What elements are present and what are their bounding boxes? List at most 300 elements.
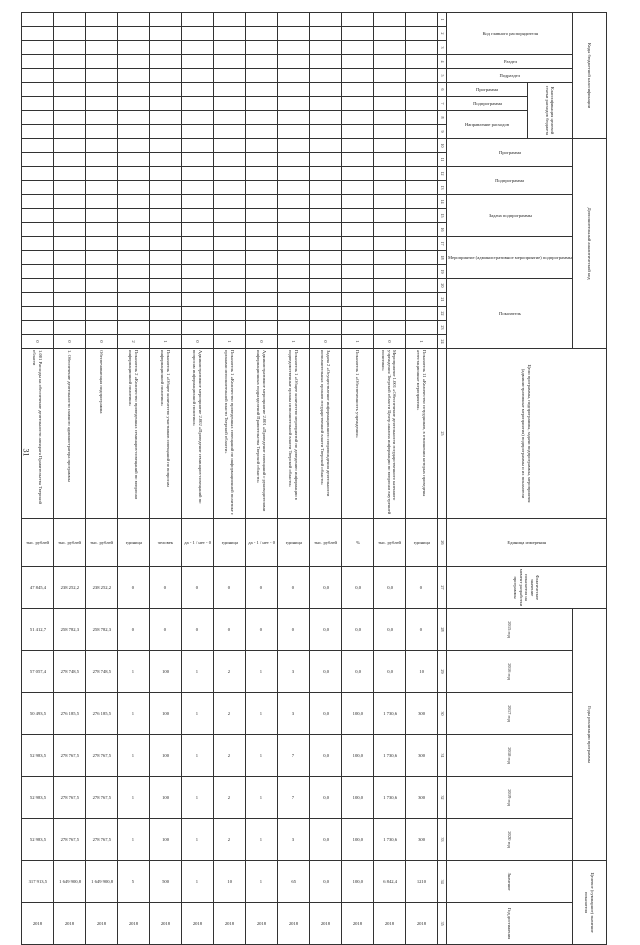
- code-cell: [373, 139, 405, 153]
- code-cell: [213, 167, 245, 181]
- value-cell-y2015: 0,0: [341, 609, 373, 651]
- code-cell: [373, 69, 405, 83]
- code-cell: [405, 293, 437, 307]
- code-cell: [21, 209, 53, 223]
- header-section: Раздел: [446, 55, 572, 69]
- row-name: Показатель 1 «Общее количество мероприятий по доведению информации в подведомственные органы исполнительной власти Тверской области»: [277, 349, 309, 519]
- code-cell: [341, 153, 373, 167]
- code-cell: [277, 55, 309, 69]
- code-cell: [277, 27, 309, 41]
- code-cell: [373, 97, 405, 111]
- code-cell: [373, 167, 405, 181]
- code-cell: [213, 153, 245, 167]
- code-cell: [373, 13, 405, 27]
- column-index: 24: [437, 335, 446, 349]
- value-cell-y2015: 258 782,3: [53, 609, 85, 651]
- code-cell: [245, 195, 277, 209]
- code-cell: [85, 251, 117, 265]
- code-cell: [341, 41, 373, 55]
- value-cell-fact: 0: [405, 567, 437, 609]
- code-cell: 0: [181, 335, 213, 349]
- code-cell: [341, 265, 373, 279]
- code-cell: [341, 307, 373, 321]
- code-cell: [213, 251, 245, 265]
- code-cell: [277, 97, 309, 111]
- code-cell: [309, 27, 341, 41]
- code-cell: [341, 83, 373, 97]
- code-cell: [117, 293, 149, 307]
- header-unit: Единица измерения: [446, 519, 606, 567]
- code-cell: [21, 237, 53, 251]
- code-cell: [117, 181, 149, 195]
- row-unit: человек: [149, 519, 181, 567]
- code-cell: [405, 209, 437, 223]
- value-cell-y2015: 0,0: [373, 609, 405, 651]
- code-cell: [245, 293, 277, 307]
- column-index: 22: [437, 307, 446, 321]
- code-cell: 0: [245, 335, 277, 349]
- value-cell-fact: 0: [245, 567, 277, 609]
- code-cell: [213, 83, 245, 97]
- code-cell: [309, 55, 341, 69]
- code-cell: [341, 279, 373, 293]
- header-y2019: 2019 год: [446, 777, 572, 819]
- code-cell: [405, 321, 437, 335]
- code-cell: [245, 181, 277, 195]
- value-cell-y2017: 300: [405, 693, 437, 735]
- code-cell: [213, 69, 245, 83]
- code-cell: [149, 279, 181, 293]
- code-cell: [213, 209, 245, 223]
- row-unit: единица: [213, 519, 245, 567]
- column-index: 7: [437, 97, 446, 111]
- code-cell: [245, 167, 277, 181]
- value-cell-fact: 238 252,2: [53, 567, 85, 609]
- code-cell: [245, 307, 277, 321]
- code-cell: [21, 195, 53, 209]
- code-cell: [181, 167, 213, 181]
- value-cell-y2020: 278 767,5: [85, 819, 117, 861]
- code-cell: [245, 55, 277, 69]
- value-cell-target-year: 2018: [309, 903, 341, 945]
- code-cell: [117, 13, 149, 27]
- column-index: 8: [437, 111, 446, 125]
- code-cell: [117, 195, 149, 209]
- code-cell: [405, 195, 437, 209]
- row-name: Показатель 1 «Общее количество участников совещаний по вопросам информационной политики»: [149, 349, 181, 519]
- value-cell-y2020: 1: [117, 819, 149, 861]
- row-name: Показатель 1 «Количество проведенных совещаний по информационной политике с органами исполнительной власти Тверской области»: [213, 349, 245, 519]
- code-cell: [149, 97, 181, 111]
- code-cell: [277, 195, 309, 209]
- code-cell: [405, 279, 437, 293]
- value-cell-y2016: 278 748,5: [53, 651, 85, 693]
- code-cell: [405, 41, 437, 55]
- code-cell: [85, 13, 117, 27]
- code-cell: [245, 69, 277, 83]
- column-index: 30: [437, 693, 446, 735]
- row-name: Административное мероприятие 2.001 «Проведение совещаний с руководителями информационных подразделений Правительства Тверской области»: [245, 349, 277, 519]
- value-cell-target-value: 317 913,5: [21, 861, 53, 903]
- code-cell: [85, 55, 117, 69]
- value-cell-target-year: 2018: [373, 903, 405, 945]
- code-cell: [213, 293, 245, 307]
- code-cell: [373, 181, 405, 195]
- code-cell: [117, 111, 149, 125]
- code-cell: [85, 69, 117, 83]
- value-cell-target-year: 2018: [213, 903, 245, 945]
- code-cell: [341, 97, 373, 111]
- value-cell-target-value: 1: [181, 861, 213, 903]
- code-cell: [245, 209, 277, 223]
- code-cell: [149, 55, 181, 69]
- code-cell: [117, 83, 149, 97]
- code-cell: [213, 125, 245, 139]
- code-cell: [117, 279, 149, 293]
- code-cell: [277, 265, 309, 279]
- code-cell: [213, 139, 245, 153]
- column-index-row: [437, 13, 446, 945]
- value-cell-fact: 0: [277, 567, 309, 609]
- code-cell: [149, 83, 181, 97]
- header-y2020: 2020 год: [446, 819, 572, 861]
- value-cell-target-year: 2018: [245, 903, 277, 945]
- code-cell: [309, 279, 341, 293]
- code-cell: [117, 69, 149, 83]
- code-cell: [149, 195, 181, 209]
- code-cell: [21, 181, 53, 195]
- code-cell: [213, 195, 245, 209]
- value-cell-y2019: 1 730,6: [373, 777, 405, 819]
- code-cell: [341, 125, 373, 139]
- code-cell: [149, 321, 181, 335]
- header-target-article: Классификация целевой статьи расходов бюджета: [527, 83, 572, 139]
- column-index: 4: [437, 55, 446, 69]
- value-cell-y2018: 300: [405, 735, 437, 777]
- value-cell-y2018: 100,0: [341, 735, 373, 777]
- code-cell: [21, 111, 53, 125]
- row-name: 1.001 Расходы на обеспечение деятельности аппарата Правительства Тверской области: [21, 349, 53, 519]
- column-index: 18: [437, 251, 446, 265]
- column-index: 3: [437, 41, 446, 55]
- code-cell: [373, 251, 405, 265]
- code-cell: [213, 279, 245, 293]
- code-cell: [181, 69, 213, 83]
- code-cell: [309, 69, 341, 83]
- code-cell: [373, 293, 405, 307]
- code-cell: [117, 167, 149, 181]
- row-unit: тыс. рублей: [53, 519, 85, 567]
- code-cell: [53, 69, 85, 83]
- value-cell-fact: 0,0: [341, 567, 373, 609]
- code-cell: [21, 279, 53, 293]
- value-cell-target-year: 2018: [181, 903, 213, 945]
- code-cell: [53, 293, 85, 307]
- code-cell: [21, 27, 53, 41]
- code-cell: [181, 27, 213, 41]
- value-cell-y2016: 1: [181, 651, 213, 693]
- code-cell: [341, 223, 373, 237]
- value-cell-y2019: 278 767,5: [53, 777, 85, 819]
- code-cell: [405, 83, 437, 97]
- code-cell: [245, 265, 277, 279]
- value-cell-y2017: 1 730,6: [373, 693, 405, 735]
- code-cell: 1: [341, 335, 373, 349]
- value-cell-y2016: 1: [245, 651, 277, 693]
- code-cell: [309, 13, 341, 27]
- value-cell-y2017: 2: [213, 693, 245, 735]
- code-cell: [277, 321, 309, 335]
- code-cell: [149, 237, 181, 251]
- code-cell: [21, 223, 53, 237]
- column-index: 1: [437, 13, 446, 27]
- code-cell: [405, 125, 437, 139]
- code-cell: [277, 181, 309, 195]
- code-cell: [277, 153, 309, 167]
- code-cell: [373, 279, 405, 293]
- value-cell-y2016: 3: [277, 651, 309, 693]
- header-direction: Направление расходов: [446, 111, 527, 139]
- code-cell: [213, 181, 245, 195]
- code-cell: [21, 13, 53, 27]
- value-cell-y2019: 100: [149, 777, 181, 819]
- code-cell: [117, 251, 149, 265]
- code-cell: [373, 55, 405, 69]
- code-cell: [213, 265, 245, 279]
- column-index: 12: [437, 167, 446, 181]
- code-cell: [21, 97, 53, 111]
- value-cell-y2019: 278 767,5: [85, 777, 117, 819]
- code-cell: [341, 195, 373, 209]
- code-cell: [405, 307, 437, 321]
- code-cell: [245, 111, 277, 125]
- code-cell: [117, 209, 149, 223]
- code-cell: [85, 139, 117, 153]
- column-index: 17: [437, 237, 446, 251]
- value-cell-y2020: 1: [181, 819, 213, 861]
- code-cell: [85, 125, 117, 139]
- code-cell: [213, 307, 245, 321]
- code-cell: [373, 111, 405, 125]
- rotated-document: [26, 12, 607, 940]
- code-cell: [149, 41, 181, 55]
- value-cell-target-year: 2018: [341, 903, 373, 945]
- code-cell: [405, 55, 437, 69]
- code-cell: [53, 139, 85, 153]
- value-cell-y2015: 51 412,7: [21, 609, 53, 651]
- code-cell: [405, 27, 437, 41]
- value-cell-y2020: 2: [213, 819, 245, 861]
- code-cell: [21, 69, 53, 83]
- column-index: 11: [437, 153, 446, 167]
- row-unit: тыс. рублей: [373, 519, 405, 567]
- code-cell: [53, 13, 85, 27]
- value-cell-y2020: 0,0: [309, 819, 341, 861]
- code-cell: [405, 13, 437, 27]
- value-cell-y2020: 52 983,5: [21, 819, 53, 861]
- row-unit: единица: [277, 519, 309, 567]
- code-cell: [309, 139, 341, 153]
- column-index: 15: [437, 209, 446, 223]
- code-cell: [405, 69, 437, 83]
- code-cell: [53, 251, 85, 265]
- value-cell-target-value: 1 649 900,8: [53, 861, 85, 903]
- column-index: 5: [437, 69, 446, 83]
- header-program-code: Дополнительный аналитический код: [573, 139, 607, 349]
- value-cell-y2018: 1 730,6: [373, 735, 405, 777]
- column-index: 35: [437, 903, 446, 945]
- code-cell: [277, 13, 309, 27]
- column-index: 25: [437, 349, 446, 519]
- header-part2: Подпрограмма: [446, 167, 572, 195]
- header-target: Целевое (суммарное) значение показателя: [573, 861, 607, 945]
- code-cell: [53, 111, 85, 125]
- code-cell: [85, 293, 117, 307]
- code-cell: [373, 321, 405, 335]
- code-cell: [117, 321, 149, 335]
- code-cell: 0: [309, 335, 341, 349]
- header-y2018: 2018 год: [446, 735, 572, 777]
- code-cell: [85, 83, 117, 97]
- header-fact: Фактическое значение показателя на момент разработки программы: [446, 567, 606, 609]
- code-cell: [117, 265, 149, 279]
- value-cell-y2016: 0,0: [373, 651, 405, 693]
- row-unit: да - 1 / нет - 0: [245, 519, 277, 567]
- column-index: 19: [437, 265, 446, 279]
- code-cell: [181, 41, 213, 55]
- value-cell-y2020: 100,0: [341, 819, 373, 861]
- value-cell-target-year: 2018: [53, 903, 85, 945]
- code-cell: [277, 83, 309, 97]
- value-cell-y2015: 0,0: [309, 609, 341, 651]
- header-target-value: Значение: [446, 861, 572, 903]
- code-cell: [309, 293, 341, 307]
- code-cell: [53, 279, 85, 293]
- code-cell: [245, 237, 277, 251]
- code-cell: [341, 321, 373, 335]
- column-index: 10: [437, 139, 446, 153]
- value-cell-y2015: 0: [181, 609, 213, 651]
- code-cell: [21, 125, 53, 139]
- column-index: 16: [437, 223, 446, 237]
- code-cell: 0: [53, 335, 85, 349]
- code-cell: [373, 41, 405, 55]
- code-cell: [149, 209, 181, 223]
- code-cell: [181, 83, 213, 97]
- row-name: Административное мероприятие 2.002 «Проведение семинаров-совещаний по вопросам информационной политики»: [181, 349, 213, 519]
- code-cell: [245, 251, 277, 265]
- code-cell: [213, 97, 245, 111]
- code-cell: [53, 321, 85, 335]
- value-cell-y2017: 100: [149, 693, 181, 735]
- code-cell: [21, 83, 53, 97]
- value-cell-y2017: 276 185,5: [85, 693, 117, 735]
- value-cell-y2017: 50 493,5: [21, 693, 53, 735]
- value-cell-fact: 0: [213, 567, 245, 609]
- code-cell: [85, 307, 117, 321]
- code-cell: [53, 167, 85, 181]
- code-cell: [405, 167, 437, 181]
- value-cell-target-value: 10: [213, 861, 245, 903]
- code-cell: [309, 251, 341, 265]
- code-cell: [117, 125, 149, 139]
- code-cell: [181, 139, 213, 153]
- code-cell: [245, 279, 277, 293]
- value-cell-y2017: 1: [181, 693, 213, 735]
- value-cell-y2019: 1: [181, 777, 213, 819]
- column-index: 2: [437, 27, 446, 41]
- column-index: 26: [437, 519, 446, 567]
- code-cell: [373, 195, 405, 209]
- code-cell: [149, 265, 181, 279]
- code-cell: [277, 125, 309, 139]
- code-cell: [117, 223, 149, 237]
- code-cell: [373, 307, 405, 321]
- code-cell: [181, 279, 213, 293]
- code-cell: [181, 251, 213, 265]
- header-y2015: 2015 год: [446, 609, 572, 651]
- code-cell: [21, 265, 53, 279]
- code-cell: [53, 153, 85, 167]
- code-cell: [181, 321, 213, 335]
- value-cell-y2019: 1: [117, 777, 149, 819]
- code-cell: [181, 209, 213, 223]
- code-cell: [149, 181, 181, 195]
- value-cell-y2020: 1 730,6: [373, 819, 405, 861]
- value-cell-y2018: 278 767,5: [85, 735, 117, 777]
- table-row: [53, 13, 85, 945]
- code-cell: [117, 41, 149, 55]
- code-cell: [181, 223, 213, 237]
- value-cell-target-value: 500: [149, 861, 181, 903]
- header-name: Цели программы, подпрограммы, задачи подпрограммы, мероприятия (административные мероприятия) подпрограммы и их показатели: [446, 349, 606, 519]
- code-cell: [21, 153, 53, 167]
- code-cell: [341, 237, 373, 251]
- code-cell: 2: [117, 335, 149, 349]
- code-cell: [149, 293, 181, 307]
- code-cell: [405, 139, 437, 153]
- code-cell: 0: [21, 335, 53, 349]
- page-number: 31: [21, 448, 31, 457]
- code-cell: [277, 111, 309, 125]
- code-cell: [309, 111, 341, 125]
- column-index: 13: [437, 181, 446, 195]
- table-row: [245, 13, 277, 945]
- code-cell: [405, 181, 437, 195]
- code-cell: [53, 209, 85, 223]
- value-cell-y2018: 1: [117, 735, 149, 777]
- code-cell: 0: [85, 335, 117, 349]
- code-cell: [341, 181, 373, 195]
- row-unit: да - 1 / нет - 0: [181, 519, 213, 567]
- code-cell: [117, 139, 149, 153]
- code-cell: [309, 167, 341, 181]
- code-cell: [181, 13, 213, 27]
- code-cell: [245, 41, 277, 55]
- value-cell-fact: 0,0: [309, 567, 341, 609]
- code-cell: [181, 55, 213, 69]
- table-row: [373, 13, 405, 945]
- code-cell: [341, 55, 373, 69]
- column-index: 32: [437, 777, 446, 819]
- code-cell: [341, 167, 373, 181]
- code-cell: [373, 265, 405, 279]
- code-cell: [309, 237, 341, 251]
- value-cell-y2018: 100: [149, 735, 181, 777]
- code-cell: [53, 307, 85, 321]
- row-unit: %: [341, 519, 373, 567]
- value-cell-target-value: 1 649 900,8: [85, 861, 117, 903]
